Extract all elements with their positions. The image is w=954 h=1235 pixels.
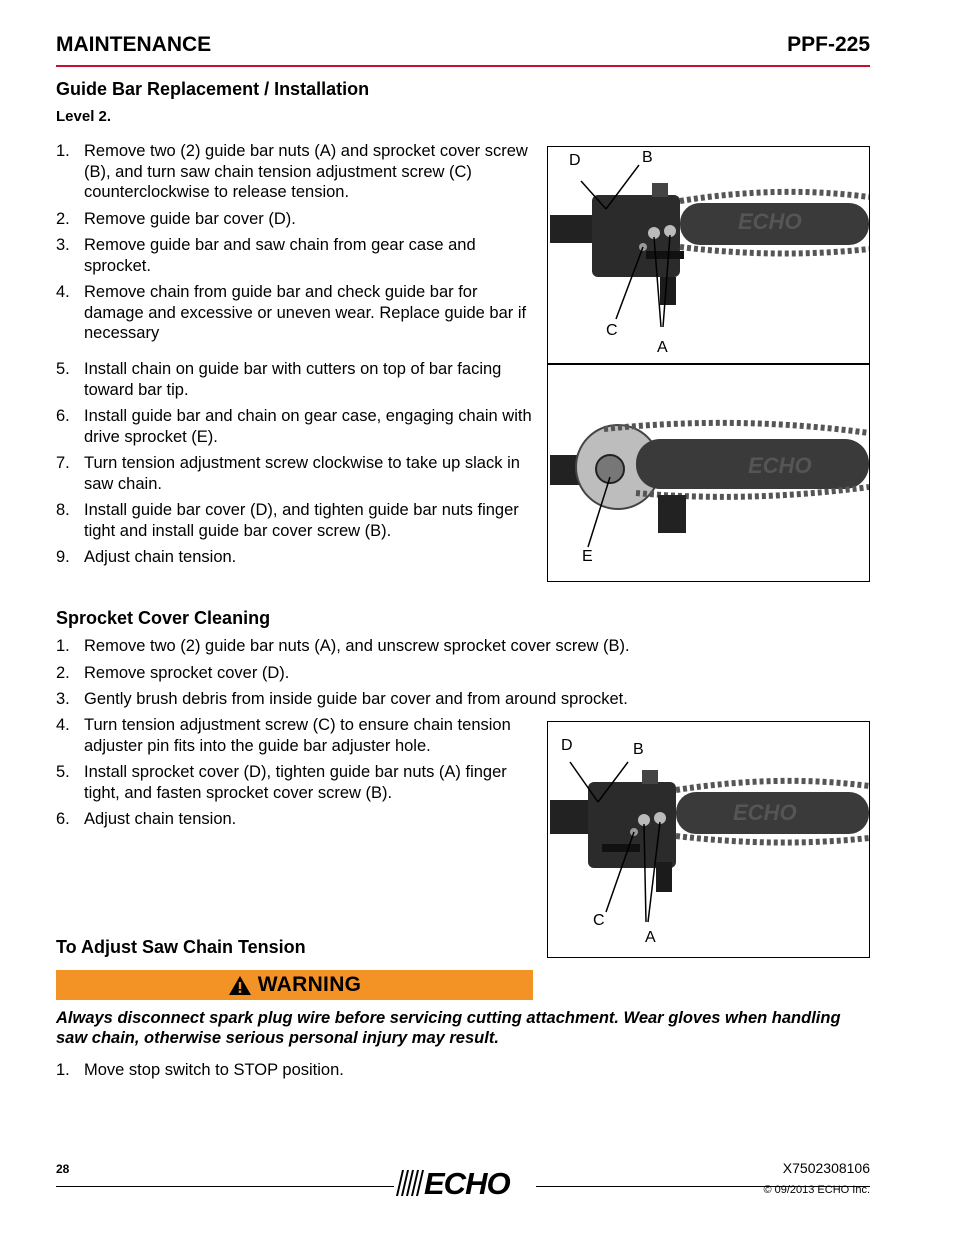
guide-bar-heading: Guide Bar Replacement / Installation [56,79,370,99]
list-item: 1. Remove two (2) guide bar nuts (A), and unscrew sprocket cover screw (B). [56,637,630,655]
tension-heading: To Adjust Saw Chain Tension [56,937,306,957]
list-item: 6. Install guide bar and chain on gear case, engaging chain with drive sprocket (E). [56,407,532,446]
tension-steps [56,1060,656,1087]
list-item: 4. Turn tension adjustment screw (C) to ensure chain tension adjuster pin fits into the guide bar adjuster hole. [56,716,511,755]
list-item: 1. Move stop switch to STOP position. [56,1061,344,1079]
chainsaw-illustration [548,147,869,363]
callout-a: A [645,929,656,946]
list-item: 3. Gently brush debris from inside guide bar cover and from around sprocket. [56,690,628,708]
header-rule [56,65,870,67]
guide-bar-steps-b [56,359,538,574]
warning-banner [56,970,533,1000]
list-item: 2. Remove sprocket cover (D). [56,663,290,682]
list-item: 9. Adjust chain tension. [56,548,237,566]
sprocket-steps-top [56,636,656,716]
warning-label: WARNING [257,973,362,996]
list-item: 1. Remove two (2) guide bar nuts (A) and sprocket cover screw (B), and turn saw chain tension adjustment screw (C) counterclockwise to release tension. [56,142,528,201]
figure-guide-bar-removal [547,146,870,364]
list-item: 6. Adjust chain tension. [56,810,237,828]
svg-text:ECHO: ECHO [733,800,797,825]
document-number: X7502308106 [782,1160,870,1176]
callout-e: E [582,548,593,565]
figure-sprocket-cover [547,721,870,958]
list-item: 4. Remove chain from guide bar and check guide bar for damage and excessive or uneven wear. Replace guide bar if necessary [56,283,527,342]
footer-rule-left [56,1186,394,1187]
logo-text: ECHO [424,1166,510,1201]
guide-bar-steps-a [56,141,538,350]
list-item: 3. Remove guide bar and saw chain from gear case and sprocket. [56,236,476,275]
list-item: 7. Turn tension adjustment screw clockwise to take up slack in saw chain. [56,454,520,493]
svg-text:ECHO: ECHO [738,209,802,234]
figure-chain-installation [547,364,870,582]
list-item: 5. Install sprocket cover (D), tighten guide bar nuts (A) finger tight, and fasten sprocket cover screw (B). [56,763,507,802]
warning-triangle-icon [228,975,252,996]
callout-b: B [642,149,653,166]
list-item: 5. Install chain on guide bar with cutters on top of bar facing toward bar tip. [56,360,502,399]
level-label: Level 2. [56,108,112,125]
callout-d: D [561,737,573,754]
callout-d: D [569,152,581,169]
echo-logo [394,1166,534,1201]
svg-text:ECHO: ECHO [748,453,812,478]
copyright: © 09/2013 ECHO Inc. [763,1184,870,1196]
model-number: PPF-225 [787,33,870,56]
sprocket-heading: Sprocket Cover Cleaning [56,608,271,628]
callout-c: C [593,912,605,929]
list-item: 2. Remove guide bar cover (D). [56,209,296,228]
section-title: MAINTENANCE [56,33,212,56]
chainsaw-open-illustration [548,365,869,581]
list-item: 8. Install guide bar cover (D), and tighten guide bar nuts finger tight and install guide bar cover screw (B). [56,501,519,540]
callout-a: A [657,339,668,356]
callout-c: C [606,322,618,339]
warning-text: Always disconnect spark plug wire before servicing cutting attachment. Wear gloves when handling saw chain, otherwise serious personal injury may result. [56,1009,841,1047]
sprocket-steps-bottom [56,715,528,836]
page-number: 28 [56,1162,70,1176]
callout-b: B [633,741,644,758]
